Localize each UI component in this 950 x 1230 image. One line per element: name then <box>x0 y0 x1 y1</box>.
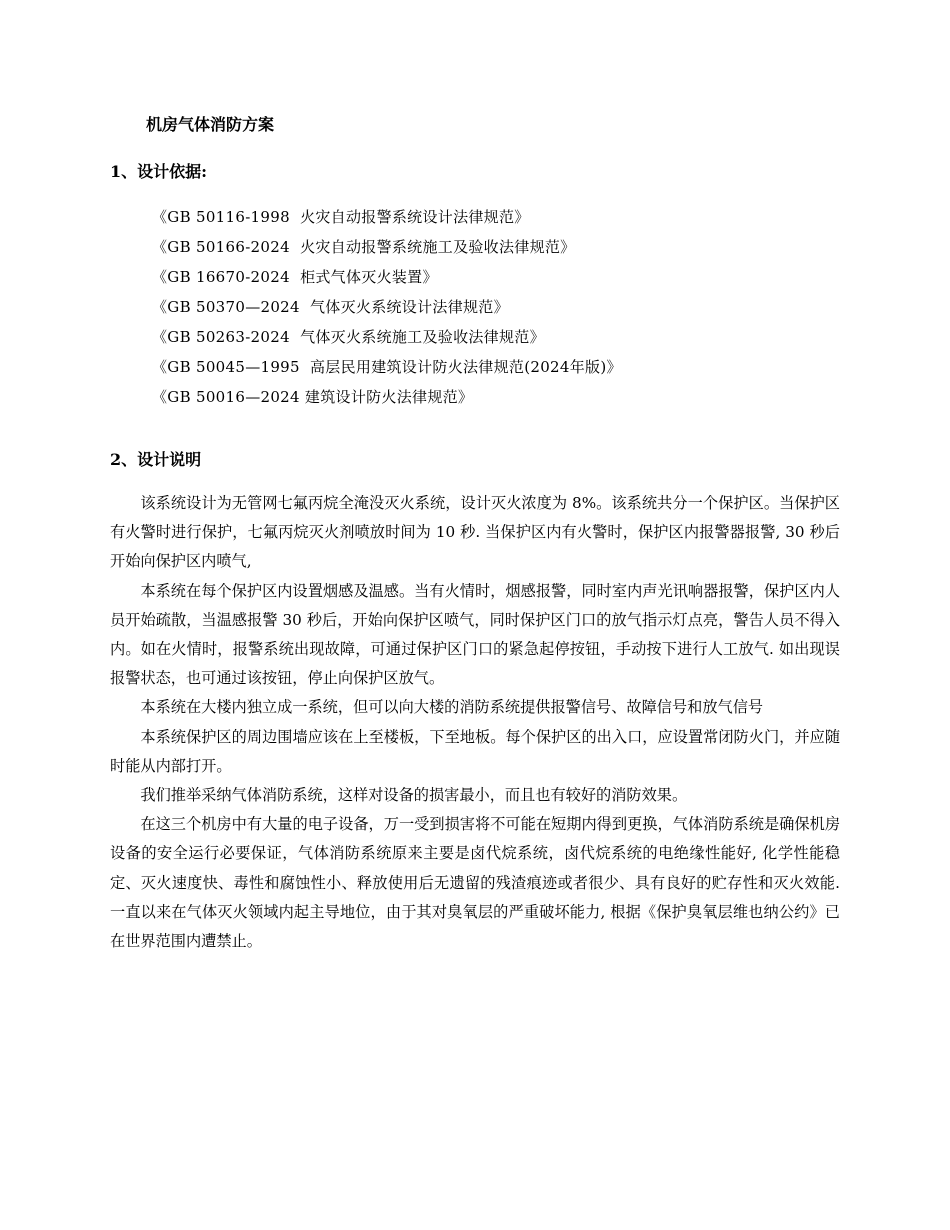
reference-item: 《GB 50370—2024 气体灭火系统设计法律规范》 <box>152 298 509 316</box>
reference-item: 《GB 50045—1995 高层民用建筑设计防火法律规范(2024年版)》 <box>152 358 622 376</box>
body-paragraph: 本系统在每个保护区内设置烟感及温感。当有火情时，烟感报警，同时室内声光讯响器报警，保护区内人员开始疏散，当温感报警 30 秒后，开始向保护区喷气，同时保护区门口的放气指示灯点亮，警告人员不得入内。如在火情时，报警系统出现故障，可通过保护区门口的紧急起停按钮，手动按下进行人工放气. 如出现误报警状态，也可通过该按钮，停止向保护区放气。 <box>110 581 840 688</box>
reference-item: 《GB 50166-2024 火灾自动报警系统施工及验收法律规范》 <box>152 238 576 256</box>
reference-item: 《GB 50116-1998 火灾自动报警系统设计法律规范》 <box>152 208 530 226</box>
section-heading-design-basis: 1、设计依据: <box>110 162 208 181</box>
section-heading-design-description: 2、设计说明 <box>110 450 202 469</box>
body-paragraph: 本系统在大楼内独立成一系统，但可以向大楼的消防系统提供报警信号、故障信号和放气信号 <box>140 698 764 717</box>
body-paragraph: 我们推举采纳气体消防系统，这样对设备的损害最小，而且也有较好的消防效果。 <box>140 786 688 805</box>
body-paragraph: 该系统设计为无管网七氟丙烷全淹没灭火系统，设计灭火浓度为 8%。该系统共分一个保护区。当保护区有火警时进行保护，七氟丙烷灭火剂喷放时间为 10 秒. 当保护区内有火警时，保护区内报警器报警, 30 秒后开始向保护区内喷气, <box>110 494 840 571</box>
reference-item: 《GB 50016—2024 建筑设计防火法律规范》 <box>152 388 474 406</box>
design-description-body <box>110 489 840 956</box>
reference-item: 《GB 16670-2024 柜式气体灭火装置》 <box>152 268 438 286</box>
body-paragraph: 在这三个机房中有大量的电子设备，万一受到损害将不可能在短期内得到更换，气体消防系统是确保机房设备的安全运行必要保证，气体消防系统原来主要是卤代烷系统，卤代烷系统的电绝缘性能好, 化学性能稳定、灭火速度快、毒性和腐蚀性小、释放使用后无遗留的残渣痕迹或者很少、具有良好的贮存性和灭火效能. 一直以来在气体灭火领域内起主导地位，由于其对臭氧层的严重破坏能力, 根据《保护臭氧层维也纳公约》已在世界范围内遭禁止。 <box>110 815 840 951</box>
reference-item: 《GB 50263-2024 气体灭火系统施工及验收法律规范》 <box>152 328 545 346</box>
body-paragraph: 本系统保护区的周边围墙应该在上至楼板，下至地板。每个保护区的出入口，应设置常闭防火门，并应随时能从内部打开。 <box>110 727 840 775</box>
document-title: 机房气体消防方案 <box>146 115 275 134</box>
reference-list <box>152 202 622 412</box>
